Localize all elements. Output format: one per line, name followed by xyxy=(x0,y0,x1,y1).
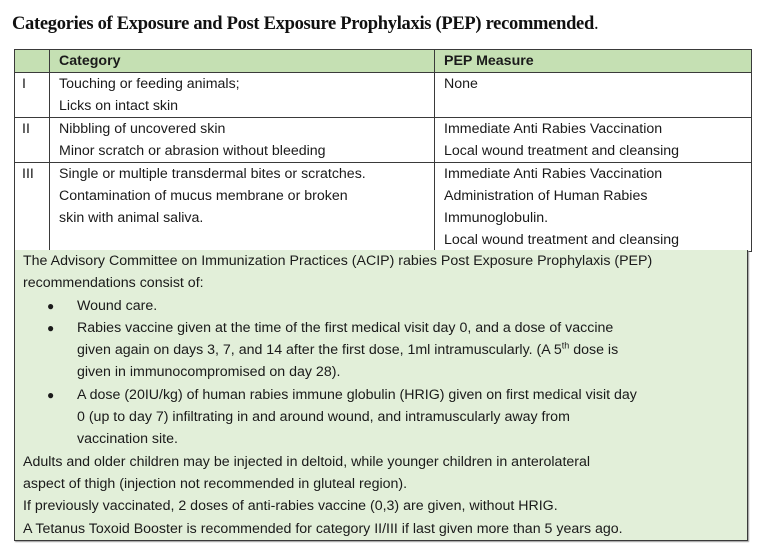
bullet-text-part: given again on days 3, 7, and 14 after the first dose, 1ml intramuscularly. (A 5 xyxy=(77,342,562,359)
category-line: Licks on intact skin xyxy=(59,98,179,114)
bullet-text xyxy=(77,339,747,361)
row-category xyxy=(50,118,435,163)
bullet-text: Rabies vaccine given at the time of the first medical visit day 0, and a dose of vaccine xyxy=(77,319,614,336)
acip-recommendations-box xyxy=(14,250,748,541)
acip-intro: recommendations consist of: xyxy=(23,275,204,292)
category-line: Contamination of mucus membrane or broken xyxy=(59,188,348,204)
row-number: III xyxy=(15,163,50,252)
exposure-category-table xyxy=(14,49,752,252)
bullet-text: Wound care. xyxy=(77,297,158,314)
pep-line: Local wound treatment and cleansing xyxy=(444,232,680,248)
acip-note: aspect of thigh (injection not recommended in gluteal region). xyxy=(23,475,408,492)
row-pep xyxy=(435,73,752,118)
header-pep-measure: PEP Measure xyxy=(435,50,752,73)
acip-note: Adults and older children may be injected in deltoid, while younger children in anterolateral xyxy=(23,453,591,470)
category-line: Single or multiple transdermal bites or scratches. xyxy=(59,166,366,182)
pep-line: Immediate Anti Rabies Vaccination xyxy=(444,166,663,182)
pep-line: Immediate Anti Rabies Vaccination xyxy=(444,121,663,137)
row-number: II xyxy=(15,118,50,163)
row-number: I xyxy=(15,73,50,118)
pep-line: Local wound treatment and cleansing xyxy=(444,143,680,159)
category-line: Minor scratch or abrasion without bleeding xyxy=(59,143,326,159)
title-period: . xyxy=(593,14,599,34)
category-line: Touching or feeding animals; xyxy=(59,76,240,92)
bullet-icon: ● xyxy=(47,387,55,402)
row-category xyxy=(50,163,435,252)
acip-intro: The Advisory Committee on Immunization Practices (ACIP) rabies Post Exposure Prophylaxis (PEP) xyxy=(23,253,653,269)
row-category xyxy=(50,73,435,118)
document-title xyxy=(12,14,598,35)
bullet-text: A dose (20IU/kg) of human rabies immune globulin (HRIG) given on first medical visit day xyxy=(77,386,637,403)
list-item xyxy=(23,295,747,317)
header-number xyxy=(15,50,50,73)
table-row xyxy=(15,73,752,118)
list-item xyxy=(23,384,747,451)
acip-note: A Tetanus Toxoid Booster is recommended for category II/III if last given more than 5 years ago. xyxy=(23,520,623,537)
category-line: Nibbling of uncovered skin xyxy=(59,121,226,137)
pep-line: None xyxy=(444,76,478,92)
table-header-row xyxy=(15,50,752,73)
table-row xyxy=(15,118,752,163)
table-row xyxy=(15,163,752,252)
acip-note: If previously vaccinated, 2 doses of anti-rabies vaccine (0,3) are given, without HRIG. xyxy=(23,498,558,515)
pep-line: Administration of Human Rabies xyxy=(444,188,648,204)
row-pep xyxy=(435,118,752,163)
header-category: Category xyxy=(50,50,435,73)
bullet-text: given in immunocompromised on day 28). xyxy=(77,364,341,381)
bullet-icon: ● xyxy=(47,320,55,335)
bullet-text: vaccination site. xyxy=(77,431,178,448)
category-line: skin with animal saliva. xyxy=(59,210,204,226)
list-item xyxy=(23,317,747,384)
bullet-text-part: dose is xyxy=(569,342,619,359)
bullet-text: 0 (up to day 7) infiltrating in and around wound, and intramuscularly away from xyxy=(77,409,570,426)
row-pep xyxy=(435,163,752,252)
acip-bullet-list xyxy=(23,295,747,451)
bullet-icon: ● xyxy=(47,298,55,313)
title-text: Categories of Exposure and Post Exposure Prophylaxis (PEP) recommended xyxy=(12,14,594,34)
ordinal-superscript: th xyxy=(561,340,570,351)
pep-line: Immunoglobulin. xyxy=(444,210,549,226)
